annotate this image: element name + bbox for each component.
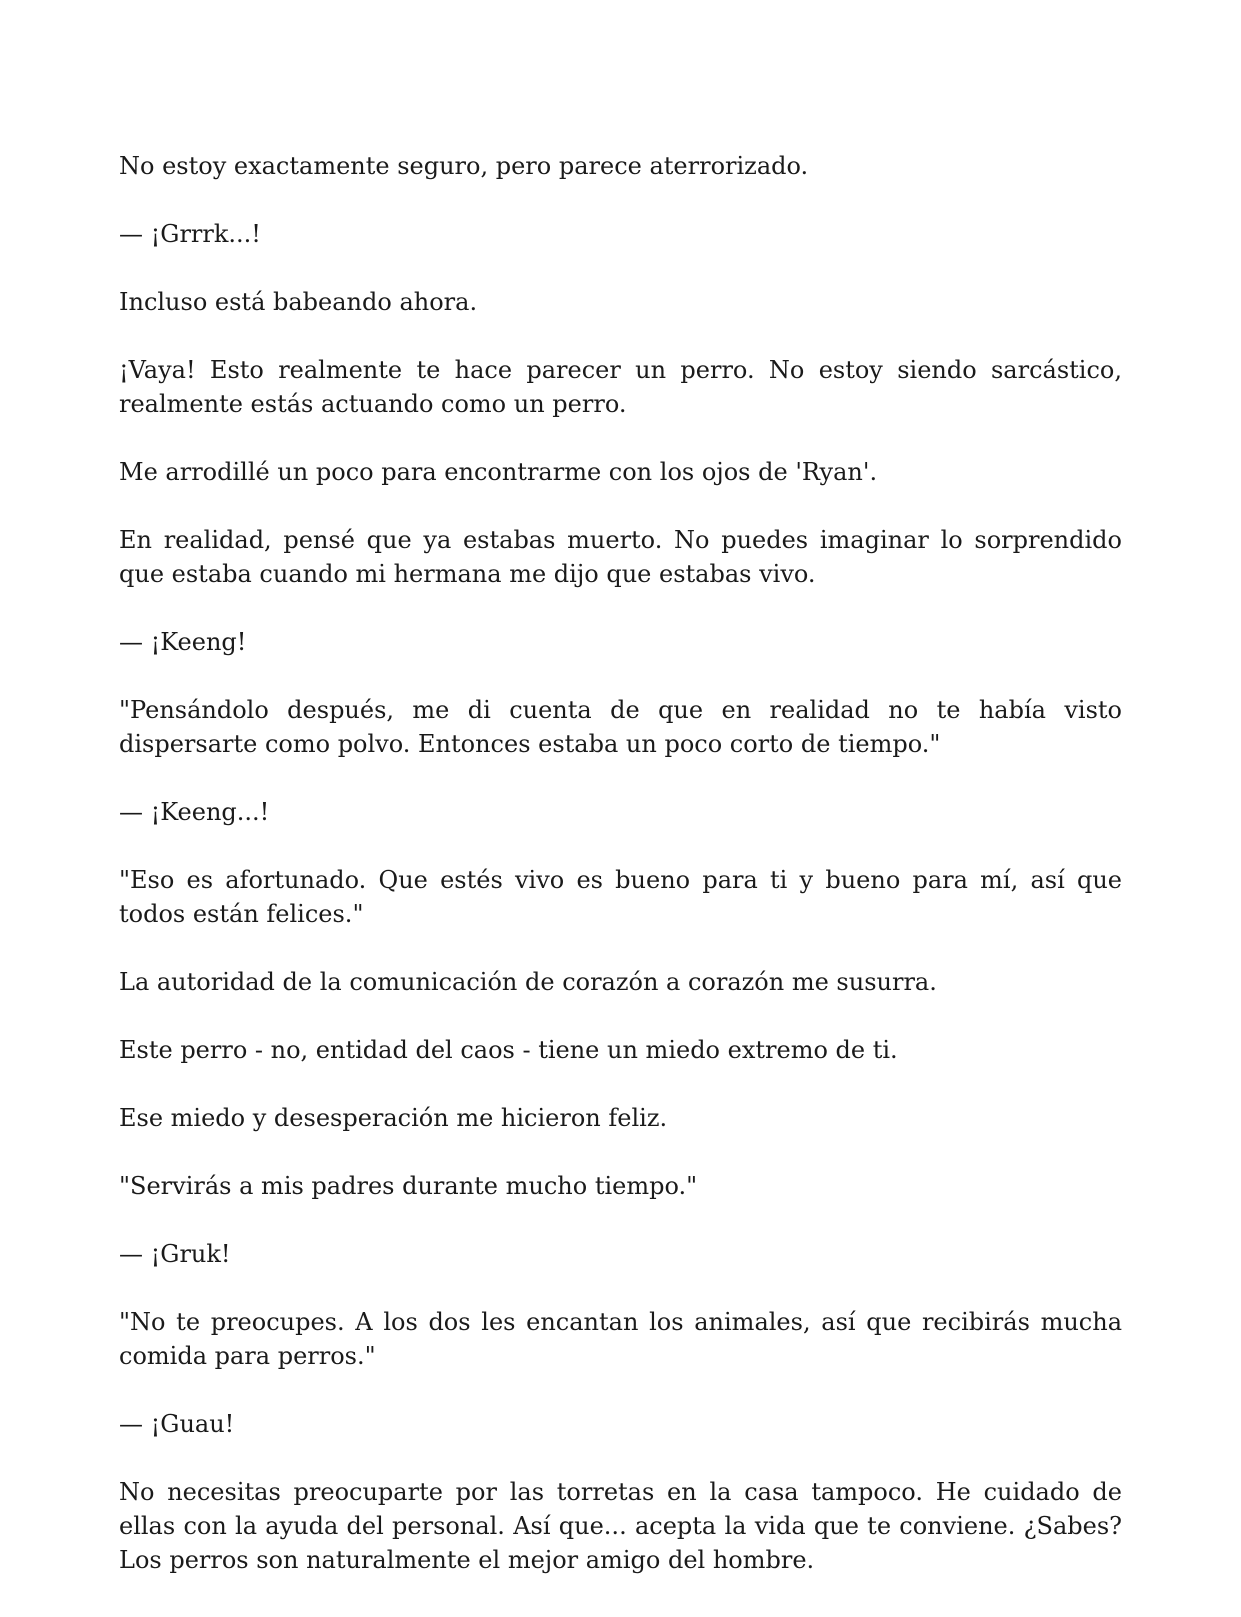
paragraph: — ¡Grrrk...! xyxy=(119,220,261,248)
paragraph: En realidad, pensé que ya estabas muerto. No puedes imaginar lo sorprendido que estaba cuando mi hermana me dijo que estabas vivo. xyxy=(119,526,1122,588)
paragraph: "Eso es afortunado. Que estés vivo es bueno para ti y bueno para mí, así que todos están felices." xyxy=(119,866,1122,928)
paragraph: No necesitas preocuparte por las torretas en la casa tampoco. He cuidado de ellas con la ayuda del personal. Así que... acepta la vida que te conviene. ¿Sabes? Los perros son naturalmente el mejor amigo del hombre. xyxy=(119,1478,1122,1574)
paragraph: "No te preocupes. A los dos les encantan los animales, así que recibirás mucha comida para perros." xyxy=(119,1308,1122,1370)
paragraph: Ese miedo y desesperación me hicieron feliz. xyxy=(119,1104,668,1132)
paragraph: Incluso está babeando ahora. xyxy=(119,288,478,316)
paragraph: — ¡Keeng! xyxy=(119,628,247,656)
paragraph: ¡Vaya! Esto realmente te hace parecer un perro. No estoy siendo sarcástico, realmente estás actuando como un perro. xyxy=(119,356,1122,418)
paragraph: "Pensándolo después, me di cuenta de que en realidad no te había visto dispersarte como polvo. Entonces estaba un poco corto de tiempo." xyxy=(119,696,1122,758)
paragraph: No estoy exactamente seguro, pero parece aterrorizado. xyxy=(119,152,809,180)
paragraph: Me arrodillé un poco para encontrarme con los ojos de 'Ryan'. xyxy=(119,458,878,486)
paragraph: — ¡Guau! xyxy=(119,1410,235,1438)
document-body xyxy=(119,149,1122,1577)
paragraph: — ¡Gruk! xyxy=(119,1240,231,1268)
paragraph: "Servirás a mis padres durante mucho tiempo." xyxy=(119,1172,698,1200)
paragraph: — ¡Keeng...! xyxy=(119,798,270,826)
paragraph: La autoridad de la comunicación de corazón a corazón me susurra. xyxy=(119,968,937,996)
paragraph: Este perro - no, entidad del caos - tiene un miedo extremo de ti. xyxy=(119,1036,898,1064)
